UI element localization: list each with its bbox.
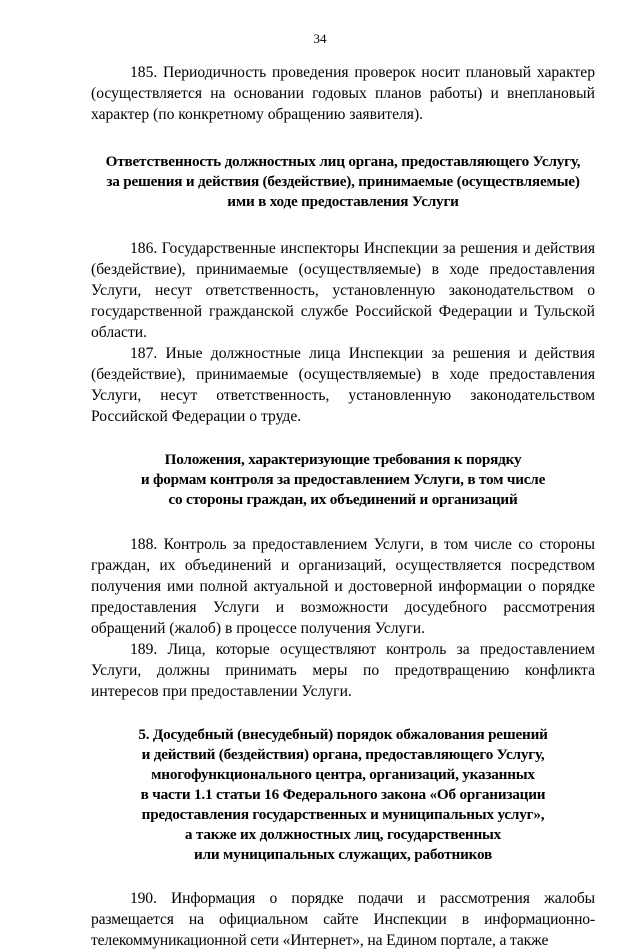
paragraph-188: 188. Контроль за предоставлением Услуги, в том числе со стороны граждан, их объединений и организаций, осуществляется посредством получения ими полной актуальной и достоверной информации о порядке предоставления Услуги и возможности досудебного рассмотрения обращений (жалоб) в процессе получения Услуги. [91,536,595,637]
paragraph-186: 186. Государственные инспекторы Инспекции за решения и действия (бездействие), принимаемые (осуществляемые) в ходе предоставления Услуги, несут ответственность, установленную законодательством о государственной гражданской службе Российской Федерации и Тульской области. [91,240,595,341]
paragraph-185: 185. Периодичность проведения проверок носит плановый характер (осуществляется на основании годовых планов работы) и внеплановый характер (по конкретному обращению заявителя). [91,64,595,123]
heading-line: 5. Досудебный (внесудебный) порядок обжалования решений [138,726,548,743]
document-body [91,62,595,951]
paragraph-187: 187. Иные должностные лица Инспекции за решения и действия (бездействие), принимаемые (осуществляемые) в ходе предоставления Услуги, несут ответственность, установленную законодательством Российской Федерации о труде. [91,345,595,425]
section-heading-appeal [91,725,595,865]
heading-line: в части 1.1 статьи 16 Федерального закона «Об организации [140,786,546,803]
paragraph-190: 190. Информация о порядке подачи и рассмотрения жалобы размещается на официальном сайте Инспекции в информационно-телекоммуникационной сети «Интернет», на Едином портале, а также [91,890,595,949]
heading-line: или муниципальных служащих, работников [194,846,492,863]
heading-line: и действий (бездействия) органа, предоставляющего Услугу, [141,746,545,763]
heading-line: и формам контроля за предоставлением Услуги, в том числе [140,471,546,488]
paragraph-189: 189. Лица, которые осуществляют контроль за предоставлением Услуги, должны принимать меры по предотвращению конфликта интересов при предоставлении Услуги. [91,641,595,700]
heading-line: Положения, характеризующие требования к порядку [164,451,522,468]
heading-line: предоставления государственных и муниципальных услуг», [141,806,545,823]
heading-line: а также их должностных лиц, государственных [184,826,502,843]
section-heading-control [91,450,595,510]
page-number: 34 [313,31,327,46]
heading-line: со стороны граждан, их объединений и организаций [168,491,518,508]
heading-line: за решения и действия (бездействие), принимаемые (осуществляемые) [106,173,580,190]
heading-line: многофункционального центра, организаций, указанных [151,766,535,783]
heading-line: Ответственность должностных лиц органа, предоставляющего Услугу, [105,153,581,170]
section-heading-responsibility [91,152,595,212]
heading-line: ими в ходе предоставления Услуги [227,193,459,210]
